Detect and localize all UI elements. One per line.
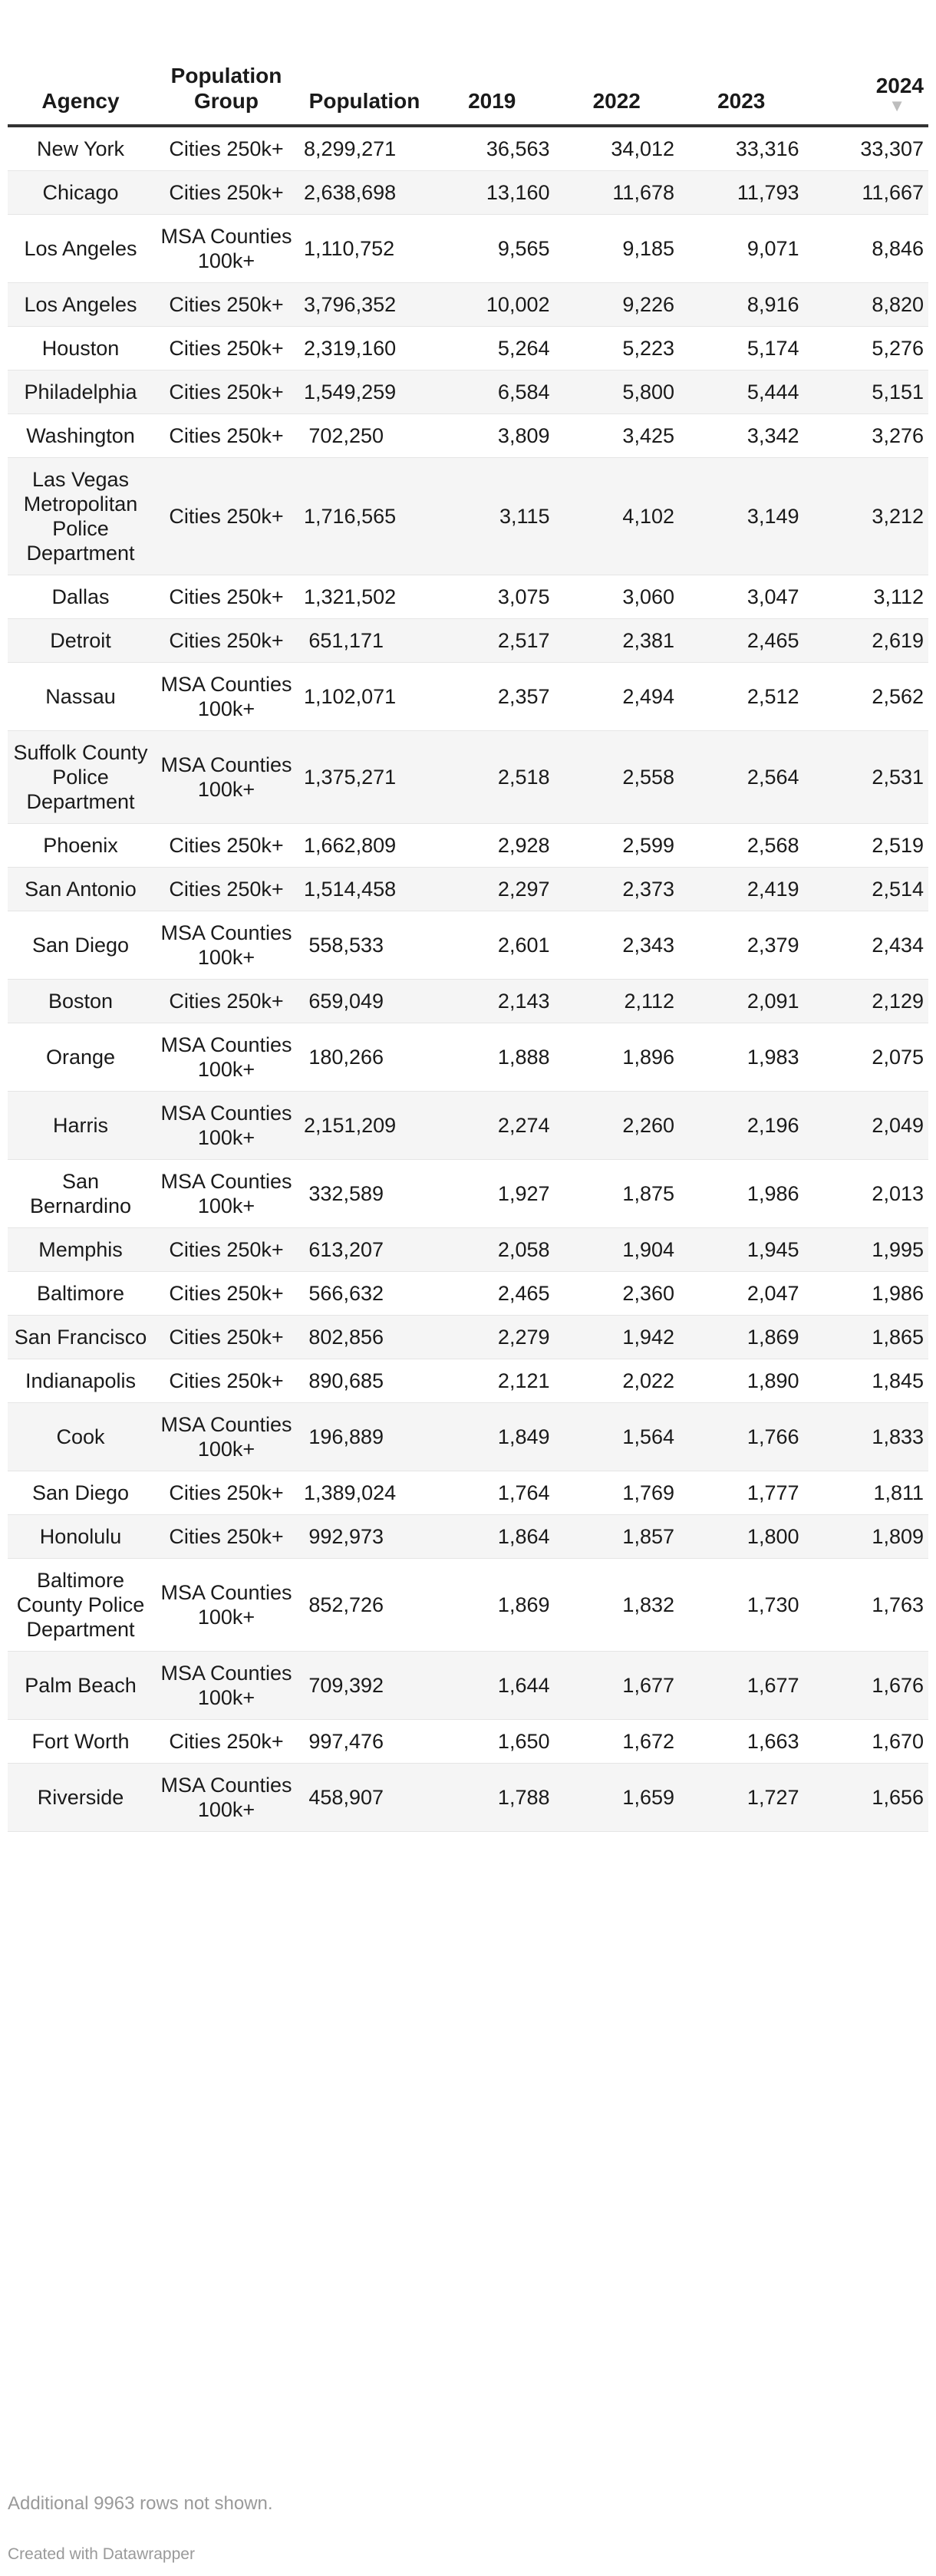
header-agency[interactable] [8, 54, 153, 126]
cell-population-group: Cities 250k+ [153, 1272, 299, 1316]
cell-2023: 1,663 [679, 1720, 804, 1764]
cell-2023: 3,342 [679, 414, 804, 458]
cell-2024: 1,656 [804, 1764, 929, 1832]
cell-2024: 2,434 [804, 911, 929, 980]
cell-agency: Harris [8, 1092, 153, 1160]
cell-2023: 1,730 [679, 1559, 804, 1652]
cell-2023: 2,568 [679, 824, 804, 868]
cell-agency: Philadelphia [8, 371, 153, 414]
cell-population-group: Cities 250k+ [153, 619, 299, 663]
cell-2024: 2,562 [804, 663, 929, 731]
cell-population-group: Cities 250k+ [153, 171, 299, 215]
cell-2024: 11,667 [804, 171, 929, 215]
cell-agency: Phoenix [8, 824, 153, 868]
table-row [8, 1720, 928, 1764]
cell-agency: San Antonio [8, 868, 153, 911]
cell-2022: 2,494 [555, 663, 680, 731]
table-row [8, 283, 928, 327]
cell-2022: 3,425 [555, 414, 680, 458]
cell-2019: 10,002 [430, 283, 555, 327]
cell-2023: 1,945 [679, 1228, 804, 1272]
cell-2023: 2,047 [679, 1272, 804, 1316]
header-2024[interactable] [804, 54, 929, 126]
cell-2024: 1,811 [804, 1471, 929, 1515]
cell-population-group: MSA Counties 100k+ [153, 1092, 299, 1160]
header-group-label-line2: Group [194, 89, 259, 113]
cell-population: 659,049 [299, 980, 430, 1023]
cell-2022: 1,564 [555, 1403, 680, 1471]
cell-agency: Los Angeles [8, 215, 153, 283]
cell-2019: 1,849 [430, 1403, 555, 1471]
table-row [8, 1359, 928, 1403]
cell-population-group: MSA Counties 100k+ [153, 215, 299, 283]
cell-2022: 2,373 [555, 868, 680, 911]
cell-population-group: MSA Counties 100k+ [153, 731, 299, 824]
cell-2019: 2,058 [430, 1228, 555, 1272]
cell-2022: 4,102 [555, 458, 680, 575]
cell-2023: 33,316 [679, 126, 804, 171]
cell-2019: 1,927 [430, 1160, 555, 1228]
cell-2022: 5,223 [555, 327, 680, 371]
table-row [8, 1764, 928, 1832]
cell-2022: 1,875 [555, 1160, 680, 1228]
cell-2024: 5,276 [804, 327, 929, 371]
cell-2023: 1,766 [679, 1403, 804, 1471]
cell-population-group: Cities 250k+ [153, 980, 299, 1023]
cell-population: 3,796,352 [299, 283, 430, 327]
cell-2023: 1,727 [679, 1764, 804, 1832]
cell-population-group: Cities 250k+ [153, 1228, 299, 1272]
cell-2019: 3,075 [430, 575, 555, 619]
cell-2024: 1,865 [804, 1316, 929, 1359]
cell-2024: 2,075 [804, 1023, 929, 1092]
cell-2023: 1,777 [679, 1471, 804, 1515]
table-row [8, 824, 928, 868]
cell-population-group: MSA Counties 100k+ [153, 663, 299, 731]
header-population-group[interactable] [153, 54, 299, 126]
cell-2023: 2,465 [679, 619, 804, 663]
cell-population-group: Cities 250k+ [153, 414, 299, 458]
cell-2024: 3,212 [804, 458, 929, 575]
cell-2024: 1,809 [804, 1515, 929, 1559]
cell-2023: 2,419 [679, 868, 804, 911]
cell-population-group: Cities 250k+ [153, 458, 299, 575]
cell-2019: 2,465 [430, 1272, 555, 1316]
cell-population: 566,632 [299, 1272, 430, 1316]
cell-agency: San Francisco [8, 1316, 153, 1359]
cell-population: 1,716,565 [299, 458, 430, 575]
table-row [8, 1228, 928, 1272]
datawrapper-credit-link[interactable]: Created with Datawrapper [8, 2545, 195, 2563]
cell-population: 196,889 [299, 1403, 430, 1471]
table-row [8, 731, 928, 824]
header-2023[interactable] [679, 54, 804, 126]
cell-2024: 2,519 [804, 824, 929, 868]
table-row [8, 414, 928, 458]
cell-2024: 2,129 [804, 980, 929, 1023]
cell-2019: 5,264 [430, 327, 555, 371]
cell-2019: 2,121 [430, 1359, 555, 1403]
header-2022-label: 2022 [592, 89, 641, 113]
cell-population-group: Cities 250k+ [153, 575, 299, 619]
table-row [8, 215, 928, 283]
table-row [8, 126, 928, 171]
cell-agency: Boston [8, 980, 153, 1023]
header-population[interactable] [299, 54, 430, 126]
cell-population-group: MSA Counties 100k+ [153, 1764, 299, 1832]
cell-2022: 2,343 [555, 911, 680, 980]
table-row [8, 1515, 928, 1559]
cell-population: 1,514,458 [299, 868, 430, 911]
cell-population: 2,151,209 [299, 1092, 430, 1160]
cell-agency: New York [8, 126, 153, 171]
cell-2019: 1,869 [430, 1559, 555, 1652]
cell-2019: 2,601 [430, 911, 555, 980]
cell-population-group: Cities 250k+ [153, 126, 299, 171]
cell-2023: 2,512 [679, 663, 804, 731]
cell-2023: 3,149 [679, 458, 804, 575]
table-row [8, 1471, 928, 1515]
cell-2024: 1,833 [804, 1403, 929, 1471]
table-row [8, 1092, 928, 1160]
cell-2022: 2,260 [555, 1092, 680, 1160]
cell-population-group: MSA Counties 100k+ [153, 1652, 299, 1720]
cell-2024: 1,676 [804, 1652, 929, 1720]
cell-agency: Detroit [8, 619, 153, 663]
table-row [8, 1272, 928, 1316]
cell-population: 651,171 [299, 619, 430, 663]
header-agency-label: Agency [41, 89, 120, 113]
cell-2023: 1,869 [679, 1316, 804, 1359]
cell-2024: 1,986 [804, 1272, 929, 1316]
cell-2022: 1,857 [555, 1515, 680, 1559]
cell-agency: Baltimore County Police Department [8, 1559, 153, 1652]
cell-population: 1,389,024 [299, 1471, 430, 1515]
cell-population: 1,375,271 [299, 731, 430, 824]
cell-2023: 2,564 [679, 731, 804, 824]
cell-population-group: Cities 250k+ [153, 1471, 299, 1515]
header-2019-label: 2019 [468, 89, 516, 113]
cell-2019: 2,928 [430, 824, 555, 868]
cell-2019: 13,160 [430, 171, 555, 215]
cell-2024: 1,670 [804, 1720, 929, 1764]
cell-agency: Washington [8, 414, 153, 458]
cell-2023: 9,071 [679, 215, 804, 283]
cell-population-group: MSA Counties 100k+ [153, 1023, 299, 1092]
cell-agency: Riverside [8, 1764, 153, 1832]
cell-population-group: Cities 250k+ [153, 1515, 299, 1559]
cell-2019: 2,297 [430, 868, 555, 911]
cell-population: 332,589 [299, 1160, 430, 1228]
table-row [8, 1652, 928, 1720]
cell-2024: 2,514 [804, 868, 929, 911]
cell-2024: 5,151 [804, 371, 929, 414]
table-row [8, 575, 928, 619]
cell-2023: 1,983 [679, 1023, 804, 1092]
cell-2024: 1,995 [804, 1228, 929, 1272]
header-2019[interactable] [430, 54, 555, 126]
cell-population-group: Cities 250k+ [153, 1720, 299, 1764]
cell-2023: 1,800 [679, 1515, 804, 1559]
cell-2024: 3,112 [804, 575, 929, 619]
table-header [8, 54, 928, 126]
cell-population: 992,973 [299, 1515, 430, 1559]
cell-population: 709,392 [299, 1652, 430, 1720]
cell-agency: Memphis [8, 1228, 153, 1272]
cell-2019: 3,809 [430, 414, 555, 458]
cell-2024: 1,845 [804, 1359, 929, 1403]
table-row [8, 1023, 928, 1092]
cell-2022: 1,832 [555, 1559, 680, 1652]
cell-agency: Fort Worth [8, 1720, 153, 1764]
header-2022[interactable] [555, 54, 680, 126]
cell-agency: Palm Beach [8, 1652, 153, 1720]
table-body [8, 126, 928, 1832]
cell-agency: San Diego [8, 1471, 153, 1515]
cell-population-group: MSA Counties 100k+ [153, 1160, 299, 1228]
cell-population: 852,726 [299, 1559, 430, 1652]
header-population-label: Population [308, 89, 420, 113]
cell-2022: 3,060 [555, 575, 680, 619]
cell-population: 2,319,160 [299, 327, 430, 371]
cell-2022: 2,599 [555, 824, 680, 868]
cell-2019: 1,788 [430, 1764, 555, 1832]
table-row [8, 171, 928, 215]
cell-2022: 9,185 [555, 215, 680, 283]
cell-2023: 5,444 [679, 371, 804, 414]
cell-2019: 2,274 [430, 1092, 555, 1160]
cell-2023: 3,047 [679, 575, 804, 619]
cell-2024: 8,820 [804, 283, 929, 327]
header-group-label-line1: Population [170, 64, 282, 87]
cell-agency: Chicago [8, 171, 153, 215]
cell-population-group: MSA Counties 100k+ [153, 1403, 299, 1471]
cell-2019: 2,518 [430, 731, 555, 824]
cell-population: 702,250 [299, 414, 430, 458]
cell-population-group: Cities 250k+ [153, 824, 299, 868]
header-2023-label: 2023 [717, 89, 766, 113]
cell-population: 558,533 [299, 911, 430, 980]
cell-population: 1,110,752 [299, 215, 430, 283]
table-row [8, 1403, 928, 1471]
cell-2019: 1,888 [430, 1023, 555, 1092]
cell-agency: Houston [8, 327, 153, 371]
cell-2022: 1,904 [555, 1228, 680, 1272]
table-row [8, 1160, 928, 1228]
cell-2022: 1,672 [555, 1720, 680, 1764]
cell-population-group: Cities 250k+ [153, 283, 299, 327]
cell-population: 613,207 [299, 1228, 430, 1272]
cell-2024: 33,307 [804, 126, 929, 171]
cell-population-group: Cities 250k+ [153, 1316, 299, 1359]
table-row [8, 1559, 928, 1652]
table-row [8, 980, 928, 1023]
sort-descending-icon[interactable]: ▼ [888, 96, 905, 115]
cell-2022: 11,678 [555, 171, 680, 215]
header-2024-label: 2024 [875, 74, 924, 97]
cell-population-group: Cities 250k+ [153, 327, 299, 371]
cell-2019: 2,279 [430, 1316, 555, 1359]
table-row [8, 1316, 928, 1359]
cell-agency: Los Angeles [8, 283, 153, 327]
cell-2022: 2,360 [555, 1272, 680, 1316]
cell-2022: 5,800 [555, 371, 680, 414]
cell-agency: Suffolk County Police Department [8, 731, 153, 824]
cell-population: 997,476 [299, 1720, 430, 1764]
cell-2024: 2,049 [804, 1092, 929, 1160]
cell-2023: 5,174 [679, 327, 804, 371]
cell-agency: Cook [8, 1403, 153, 1471]
cell-2022: 1,677 [555, 1652, 680, 1720]
cell-population: 458,907 [299, 1764, 430, 1832]
cell-population-group: MSA Counties 100k+ [153, 911, 299, 980]
cell-2022: 1,769 [555, 1471, 680, 1515]
cell-2023: 1,890 [679, 1359, 804, 1403]
cell-population: 802,856 [299, 1316, 430, 1359]
cell-2019: 1,764 [430, 1471, 555, 1515]
cell-population: 2,638,698 [299, 171, 430, 215]
table-row [8, 458, 928, 575]
cell-2019: 3,115 [430, 458, 555, 575]
cell-population-group: MSA Counties 100k+ [153, 1559, 299, 1652]
cell-2022: 34,012 [555, 126, 680, 171]
data-table [8, 54, 928, 1832]
cell-population: 180,266 [299, 1023, 430, 1092]
cell-agency: Honolulu [8, 1515, 153, 1559]
cell-population-group: Cities 250k+ [153, 371, 299, 414]
cell-2022: 1,659 [555, 1764, 680, 1832]
cell-2022: 1,896 [555, 1023, 680, 1092]
cell-population: 890,685 [299, 1359, 430, 1403]
table-row [8, 911, 928, 980]
cell-agency: Las Vegas Metropolitan Police Department [8, 458, 153, 575]
cell-population: 1,662,809 [299, 824, 430, 868]
cell-2023: 11,793 [679, 171, 804, 215]
table-row [8, 868, 928, 911]
cell-agency: San Diego [8, 911, 153, 980]
cell-2022: 2,112 [555, 980, 680, 1023]
rows-not-shown-note: Additional 9963 rows not shown. [8, 2493, 273, 2514]
cell-2023: 8,916 [679, 283, 804, 327]
cell-2022: 2,381 [555, 619, 680, 663]
cell-2019: 2,517 [430, 619, 555, 663]
table-row [8, 371, 928, 414]
cell-2019: 2,143 [430, 980, 555, 1023]
cell-agency: Dallas [8, 575, 153, 619]
cell-agency: San Bernardino [8, 1160, 153, 1228]
cell-2022: 9,226 [555, 283, 680, 327]
table-row [8, 327, 928, 371]
cell-agency: Orange [8, 1023, 153, 1092]
cell-2023: 1,986 [679, 1160, 804, 1228]
cell-2024: 2,013 [804, 1160, 929, 1228]
cell-agency: Nassau [8, 663, 153, 731]
cell-2019: 36,563 [430, 126, 555, 171]
cell-2022: 2,558 [555, 731, 680, 824]
cell-population: 1,549,259 [299, 371, 430, 414]
cell-2022: 1,942 [555, 1316, 680, 1359]
cell-2024: 2,619 [804, 619, 929, 663]
cell-2019: 9,565 [430, 215, 555, 283]
cell-2019: 1,644 [430, 1652, 555, 1720]
table-row [8, 619, 928, 663]
cell-2024: 1,763 [804, 1559, 929, 1652]
cell-2023: 2,379 [679, 911, 804, 980]
cell-2024: 8,846 [804, 215, 929, 283]
cell-2022: 2,022 [555, 1359, 680, 1403]
cell-population: 8,299,271 [299, 126, 430, 171]
cell-population: 1,321,502 [299, 575, 430, 619]
cell-2024: 2,531 [804, 731, 929, 824]
cell-2019: 1,864 [430, 1515, 555, 1559]
cell-2019: 2,357 [430, 663, 555, 731]
cell-agency: Baltimore [8, 1272, 153, 1316]
cell-2023: 2,091 [679, 980, 804, 1023]
cell-2019: 6,584 [430, 371, 555, 414]
cell-agency: Indianapolis [8, 1359, 153, 1403]
cell-2019: 1,650 [430, 1720, 555, 1764]
table-row [8, 663, 928, 731]
cell-2023: 2,196 [679, 1092, 804, 1160]
cell-2023: 1,677 [679, 1652, 804, 1720]
cell-population-group: Cities 250k+ [153, 1359, 299, 1403]
cell-population: 1,102,071 [299, 663, 430, 731]
cell-2024: 3,276 [804, 414, 929, 458]
cell-population-group: Cities 250k+ [153, 868, 299, 911]
